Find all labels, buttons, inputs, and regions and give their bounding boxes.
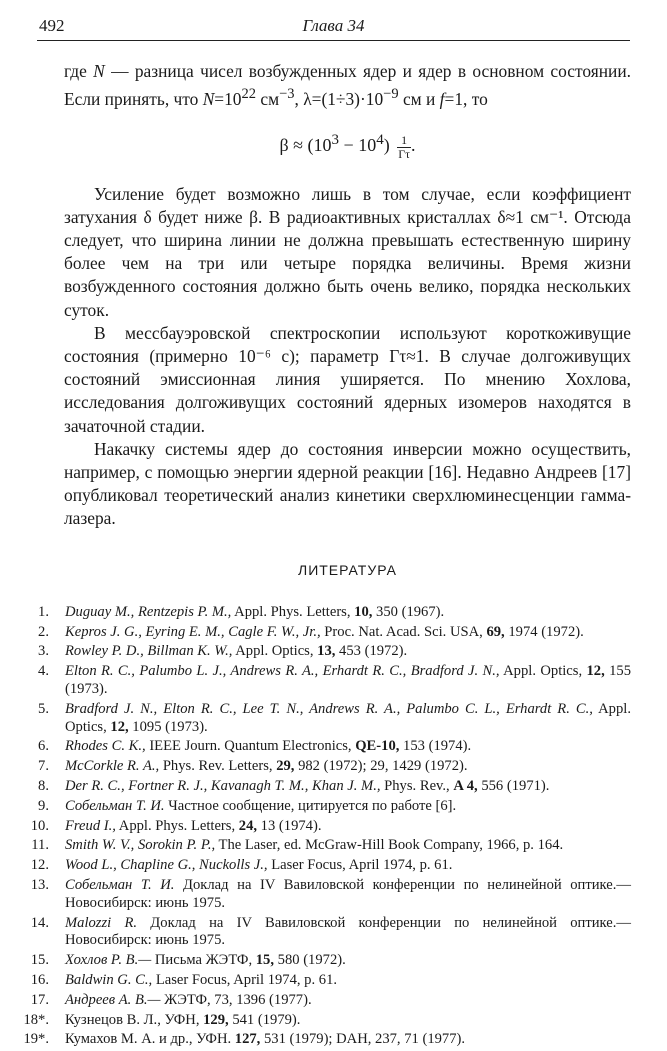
reference-pages: 541 (1979).	[228, 1011, 301, 1028]
reference-item	[35, 738, 631, 756]
reference-volume: QE-10,	[355, 738, 400, 755]
reference-source: Кумахов М. А. и др., УФН.	[65, 1031, 235, 1048]
reference-source: Laser Focus, April 1974, p. 61.	[267, 857, 453, 874]
reference-authors: McCorkle R. A.,	[65, 758, 160, 775]
reference-number: 12.	[30, 857, 49, 874]
reference-source: Письма ЖЭТФ,	[151, 952, 256, 969]
reference-item	[35, 624, 631, 642]
reference-authors: Хохлов Р. В.—	[65, 952, 152, 969]
reference-source: Appl. Phys. Letters,	[115, 817, 239, 834]
reference-number: 16.	[30, 971, 49, 988]
reference-number: 2.	[38, 623, 49, 640]
reference-source: Appl. Optics,	[65, 700, 631, 735]
reference-volume: 129,	[203, 1011, 229, 1028]
reference-item	[30, 817, 631, 836]
reference-number: 13.	[30, 876, 49, 893]
reference-source: Laser Focus, April 1974, p. 61.	[152, 971, 338, 988]
reference-pages: 350 (1967).	[372, 603, 445, 620]
reference-item	[31, 837, 631, 855]
reference-item	[23, 1031, 631, 1049]
reference-item	[35, 758, 631, 776]
reference-item	[30, 876, 632, 913]
reference-number: 18*.	[23, 1011, 49, 1028]
reference-pages: 580 (1972).	[274, 952, 346, 969]
reference-authors: Malozzi R.	[65, 914, 138, 931]
reference-item	[30, 952, 631, 970]
reference-volume: 12,	[586, 663, 605, 680]
chapter-title: Глава 34	[302, 16, 365, 35]
reference-item	[23, 1011, 631, 1030]
reference-number: 8.	[38, 778, 49, 794]
reference-source: IEEE Journ. Quantum Electronics,	[145, 738, 356, 755]
reference-pages: 556 (1971).	[477, 778, 550, 794]
reference-volume: 24,	[238, 817, 258, 834]
reference-number: 3.	[38, 643, 49, 660]
reference-source: ЖЭТФ, 73, 1396 (1977).	[160, 991, 312, 1008]
reference-source: Phys. Rev.,	[380, 778, 454, 794]
reference-source: Proc. Nat. Acad. Sci. USA,	[320, 623, 487, 640]
reference-source: Частное сообщение, цитируется по работе [6].	[164, 797, 457, 814]
reference-number: 7.	[38, 758, 49, 775]
fraction: $\frac{1}{\Gamma\tau}$	[398, 132, 410, 161]
reference-item	[30, 914, 631, 951]
reference-authors: Андреев А. В.—	[65, 991, 161, 1008]
reference-source: Кузнецов В. Л., УФН,	[65, 1011, 204, 1028]
reference-source: Доклад на IV Вавиловской конференции по нелинейной оптике.— Новосибирск: июнь 1975.	[65, 876, 632, 911]
reference-item	[35, 643, 631, 661]
reference-volume: A 4,	[453, 778, 478, 794]
reference-number: 19*.	[23, 1031, 49, 1048]
reference-source: The Laser, ed. McGraw-Hill Book Company, 1966, p. 164.	[215, 837, 564, 854]
reference-authors: Rowley P. D., Billman K. W.,	[65, 643, 233, 660]
reference-source: Appl. Optics,	[232, 643, 318, 660]
reference-pages: 153 (1974).	[399, 738, 472, 755]
reference-number: 1.	[38, 603, 49, 620]
reference-source: Доклад на IV Вавиловской конференции по нелинейной оптике.— Новосибирск: июнь 1975.	[65, 914, 631, 949]
reference-item	[35, 778, 631, 796]
reference-authors: Rhodes C. K.,	[65, 738, 146, 755]
reference-authors: Freud I.,	[65, 817, 116, 834]
reference-pages: 531 (1979); DAH, 237, 71 (1977).	[260, 1031, 466, 1048]
reference-item	[35, 798, 631, 816]
reference-pages: 13 (1974).	[257, 817, 322, 834]
paragraph-4: Накачку системы ядер до состояния инверсии можно осуществить, например, с помощью энергии ядерной реакции [16]. Недавно Андреев [17] опубликовал теоретический анализ кинетики сверхлюминесценции гамма-лазера.	[64, 438, 631, 529]
reference-pages: 982 (1972); 29, 1429 (1972).	[294, 758, 468, 775]
paragraph-1: где N — разница чисел возбужденных ядер и ядер в основном состоянии. Если принять, что $N=10^{22}$ $см^{-3}$, $\lambda=(1\div 3)\cdot 10^{-9}$ см и f=1, то	[64, 61, 631, 109]
reference-volume: 69,	[486, 623, 505, 640]
reference-volume: 15,	[255, 952, 274, 969]
reference-source: Appl. Phys. Letters,	[231, 603, 355, 620]
reference-authors: Wood L., Chapline G., Nuckolls J.,	[65, 857, 268, 874]
reference-authors: Elton R. C., Palumbo L. J., Andrews R. A., Erhardt R. C., Bradford J. N.,	[65, 663, 500, 680]
reference-authors: Собельман Т. И.	[65, 876, 175, 893]
reference-authors: Kepros J. G., Eyring E. M., Cagle F. W., Jr.,	[65, 623, 321, 640]
references-title: ЛИТЕРАТУРА	[298, 561, 397, 578]
reference-pages: 453 (1972).	[335, 643, 408, 660]
reference-number: 11.	[31, 837, 49, 854]
reference-volume: 13,	[317, 643, 336, 660]
reference-pages: 155 (1973).	[65, 663, 631, 698]
equation-beta: $\beta \approx (10^3 - 10^4)$ $\frac{1}{\Gamma\tau}$ .	[279, 132, 416, 161]
page-header	[37, 14, 630, 41]
reference-authors: Der R. C., Fortner R. J., Kavanagh T. M., Khan J. M.,	[65, 778, 381, 794]
reference-item	[30, 971, 631, 990]
reference-authors: Собельман Т. И.	[65, 797, 165, 814]
reference-volume: 127,	[234, 1031, 261, 1048]
reference-number: 14.	[30, 914, 49, 931]
reference-item	[30, 857, 631, 875]
reference-volume: 12,	[110, 718, 129, 735]
page-body	[23, 60, 632, 1051]
reference-number: 5.	[38, 700, 49, 717]
reference-authors: Bradford J. N., Elton R. C., Lee T. N., Andrews R. A., Palumbo C. L., Erhardt R. C.,	[65, 700, 593, 717]
reference-source: Appl. Optics,	[499, 663, 587, 680]
reference-item	[35, 663, 631, 699]
reference-authors: Baldwin G. C.,	[65, 971, 153, 988]
reference-pages: 1095 (1973).	[128, 718, 208, 735]
page-number: 492	[39, 16, 65, 35]
reference-number: 17.	[30, 991, 49, 1008]
reference-volume: 10,	[354, 603, 373, 620]
paragraph-3: В мессбауэровской спектроскопии используют короткоживущие состояния (примерно 10⁻⁶ с); параметр Γτ≈1. В случае долгоживущих состояний эмиссионная линия уширяется. По мнению Хохлова, исследования долгоживущих состояний ядерных изомеров находятся в зачаточной стадии.	[64, 322, 631, 436]
reference-item	[35, 701, 631, 737]
reference-number: 9.	[38, 797, 49, 814]
reference-item	[30, 991, 631, 1010]
reference-number: 4.	[38, 663, 49, 680]
reference-volume: 29,	[276, 758, 295, 775]
reference-number: 15.	[30, 952, 49, 969]
reference-number: 10.	[30, 817, 49, 834]
reference-item	[35, 604, 631, 622]
reference-authors: Duguay M., Rentzepis P. M.,	[65, 603, 232, 620]
reference-number: 6.	[38, 738, 49, 755]
reference-source: Phys. Rev. Letters,	[159, 758, 277, 775]
references-list	[23, 603, 632, 1049]
paragraph-2: Усиление будет возможно лишь в том случае, если коэффициент затухания δ будет ниже β. В радиоактивных кристаллах δ≈1 см⁻¹. Отсюда следует, что ширина линии не должна превышать естественную ширину более чем на три или четыре порядка величины. Время жизни возбужденного состояния должно быть очень велико, порядка нескольких суток.	[64, 183, 631, 320]
reference-authors: Smith W. V., Sorokin P. P.,	[65, 837, 216, 854]
reference-pages: 1974 (1972).	[504, 623, 584, 640]
